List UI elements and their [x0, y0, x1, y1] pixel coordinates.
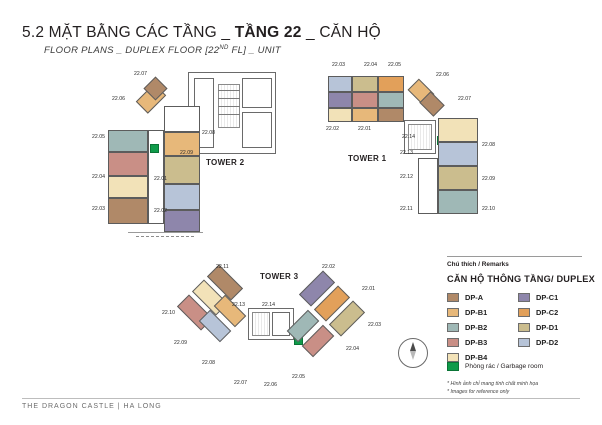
tower-2-label-22-02: 22.02: [154, 208, 167, 214]
tower-3-label-22-06: 22.06: [264, 382, 277, 388]
legend-swatch-dp-c2: [518, 308, 530, 317]
tower-3-label-22-09: 22.09: [174, 340, 187, 346]
legend-title: Chú thích / Remarks: [447, 261, 509, 268]
legend-swatch-dp-d1: [518, 323, 530, 332]
tower-1-label-22-01: 22.01: [358, 126, 371, 132]
tower-2-label-22-03: 22.03: [92, 206, 105, 212]
tower-1-label-22-06: 22.06: [436, 72, 449, 78]
legend-swatch-dp-c1: [518, 293, 530, 302]
tower-2-label-22-04: 22.04: [92, 174, 105, 180]
tower-3-label-22-08: 22.08: [202, 360, 215, 366]
legend-item: [518, 321, 582, 334]
subtitle-part-a: FLOOR PLANS _ DUPLEX FLOOR [22: [44, 45, 220, 57]
tower-2-label-22-06: 22.06: [112, 96, 125, 102]
tower-2-plan: [90, 60, 300, 240]
tower-3-label-22-01: 22.01: [362, 286, 375, 292]
legend-item-garbage: [447, 362, 543, 371]
tower-1-label-22-03: 22.03: [332, 62, 345, 68]
legend-label: DP-B4: [465, 353, 488, 362]
tower-1-label-22-10: 22.10: [482, 206, 495, 212]
legend-label-garbage: Phòng rác / Garbage room: [465, 363, 544, 370]
tower-2-label-22-09: 22.09: [180, 150, 193, 156]
tower-1-label-22-14: 22.14: [402, 134, 415, 140]
tower-3-label-22-02: 22.02: [322, 264, 335, 270]
footer-brand: THE DRAGON CASTLE | HA LONG: [22, 403, 162, 410]
legend-label: DP-B2: [465, 323, 488, 332]
page-title: [22, 24, 381, 42]
tower-2-label-22-08: 22.08: [202, 130, 215, 136]
title-floor: TẦNG 22: [234, 24, 302, 41]
title-suffix: _ CĂN HỘ: [301, 24, 381, 41]
legend-item: [518, 336, 582, 349]
tower-1-label-22-08: 22.08: [482, 142, 495, 148]
legend-swatch-dp-a: [447, 293, 459, 302]
tower-2-name: TOWER 2: [206, 158, 245, 167]
legend-label: DP-B1: [465, 308, 488, 317]
tower-2-label-22-07: 22.07: [134, 71, 147, 77]
legend-column-left: [447, 291, 511, 366]
tower-1-label-22-11: 22.11: [400, 206, 413, 212]
title-prefix: 5.2 MẶT BẰNG CÁC TẦNG _: [22, 24, 235, 41]
subtitle-ordinal: ND: [219, 45, 229, 51]
tower-3-label-22-10: 22.10: [162, 310, 175, 316]
tower-2-garbage-room: [150, 144, 159, 153]
tower-1-label-22-07: 22.07: [458, 96, 471, 102]
legend-note-line-1: * Hình ảnh chỉ mang tính chất minh họa: [447, 381, 539, 387]
tower-3-label-22-13: 22.13: [232, 302, 245, 308]
legend-item: [447, 291, 511, 304]
tower-3-label-22-14: 22.14: [262, 302, 275, 308]
legend-item: [447, 336, 511, 349]
tower-3-name: TOWER 3: [260, 272, 299, 281]
legend-swatch-dp-b4: [447, 353, 459, 362]
subtitle-part-b: FL] _ UNIT: [228, 45, 281, 57]
page-subtitle: [44, 45, 281, 56]
legend-note-line-2: * Images for reference only: [447, 388, 510, 395]
tower-3-plan: [160, 258, 390, 393]
tower-2-label-22-01: 22.01: [154, 176, 167, 182]
tower-3-label-22-07: 22.07: [234, 380, 247, 386]
compass-icon: [398, 338, 428, 368]
legend-item: [518, 291, 582, 304]
legend-swatch-dp-d2: [518, 338, 530, 347]
tower-1-label-22-13: 22.13: [400, 150, 413, 156]
legend-swatch-garbage: [447, 362, 459, 371]
tower-3-label-22-11: 22.11: [216, 264, 229, 270]
legend-swatch-dp-b3: [447, 338, 459, 347]
legend-label: DP-C1: [536, 293, 559, 302]
tower-1-label-22-04: 22.04: [364, 62, 377, 68]
footer-divider: [22, 398, 580, 399]
legend-item: [447, 306, 511, 319]
tower-1-name: TOWER 1: [348, 154, 387, 163]
tower-1-label-22-02: 22.02: [326, 126, 339, 132]
legend-item: [518, 306, 582, 319]
tower-3-label-22-03: 22.03: [368, 322, 381, 328]
legend-subtitle: CĂN HỘ THÔNG TẦNG/ DUPLEX: [447, 274, 595, 284]
tower-1-label-22-09: 22.09: [482, 176, 495, 182]
tower-1-plan: [318, 58, 528, 238]
legend-label: DP-C2: [536, 308, 559, 317]
legend-label: DP-D2: [536, 338, 559, 347]
legend-item: [447, 321, 511, 334]
legend-label: DP-A: [465, 293, 484, 302]
legend-swatch-dp-b2: [447, 323, 459, 332]
tower-3-label-22-04: 22.04: [346, 346, 359, 352]
tower-2-label-22-05: 22.05: [92, 134, 105, 140]
tower-1-label-22-12: 22.12: [400, 174, 413, 180]
legend-column-right: [518, 291, 582, 351]
legend-note: [447, 381, 538, 396]
tower-3-label-22-05: 22.05: [292, 374, 305, 380]
legend-swatch-dp-b1: [447, 308, 459, 317]
legend-label: DP-B3: [465, 338, 488, 347]
tower-1-label-22-05: 22.05: [388, 62, 401, 68]
legend-divider: [447, 256, 582, 257]
legend-label: DP-D1: [536, 323, 559, 332]
